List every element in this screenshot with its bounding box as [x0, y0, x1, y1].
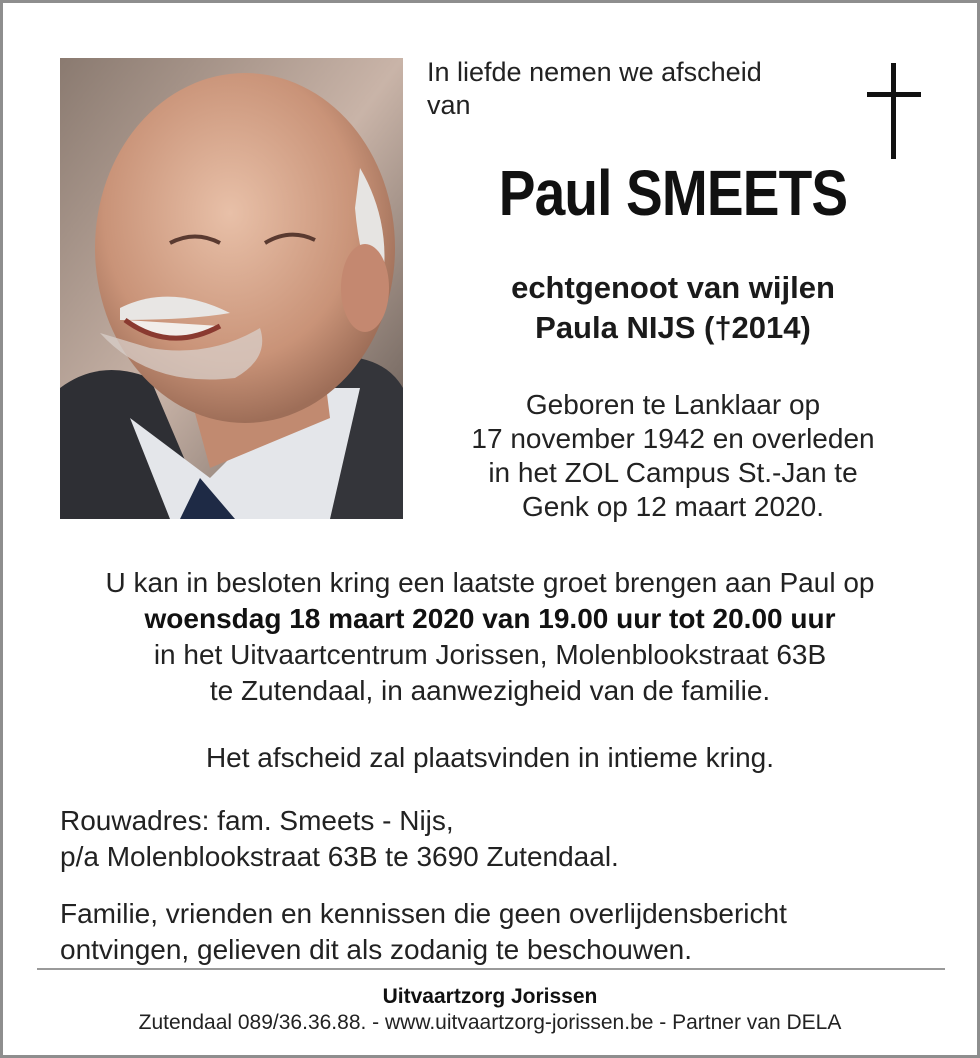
family-line: Familie, vrienden en kennissen die geen overlijdensbericht [60, 898, 787, 929]
visitation-line: in het Uitvaartcentrum Jorissen, Molenblookstraat 63B [153, 639, 827, 670]
family-note [60, 896, 940, 968]
footer-divider [37, 968, 945, 970]
family-line: ontvingen, gelieven dit als zodanig te beschouwen. [60, 934, 692, 965]
visitation-line: U kan in besloten kring een laatste groet brengen aan Paul op [105, 567, 875, 598]
born-line: Genk op 12 maart 2020. [522, 491, 824, 522]
spouse-info [403, 268, 943, 348]
intro-line: van [427, 90, 471, 120]
portrait-photo [60, 58, 403, 519]
intro-line: In liefde nemen we afscheid [427, 57, 762, 87]
visitation-datetime: woensdag 18 maart 2020 van 19.00 uur tot 20.00 uur [144, 603, 836, 634]
birth-death-info [403, 388, 943, 524]
born-line: in het ZOL Campus St.-Jan te [488, 457, 858, 488]
spouse-line: Paula NIJS (†2014) [535, 310, 811, 345]
visitation-line: te Zutendaal, in aanwezigheid van de familie. [209, 675, 771, 706]
born-line: 17 november 1942 en overleden [471, 423, 875, 454]
funeral-company-contact: Zutendaal 089/36.36.88. - www.uitvaartzorg-jorissen.be - Partner van DELA [138, 1011, 842, 1034]
deceased-name: Paul SMEETS [498, 157, 848, 229]
intro-text [427, 56, 847, 122]
address-line: Rouwadres: fam. Smeets - Nijs, [60, 805, 454, 836]
born-line: Geboren te Lanklaar op [525, 389, 821, 420]
address-line: p/a Molenblookstraat 63B te 3690 Zutendaal. [60, 841, 619, 872]
visitation-info [23, 565, 957, 709]
cross-icon [865, 63, 923, 159]
mourning-address [60, 803, 940, 875]
funeral-company-name: Uitvaartzorg Jorissen [382, 985, 598, 1008]
farewell-note: Het afscheid zal plaatsvinden in intieme kring. [205, 742, 775, 773]
spouse-line: echtgenoot van wijlen [511, 270, 835, 305]
